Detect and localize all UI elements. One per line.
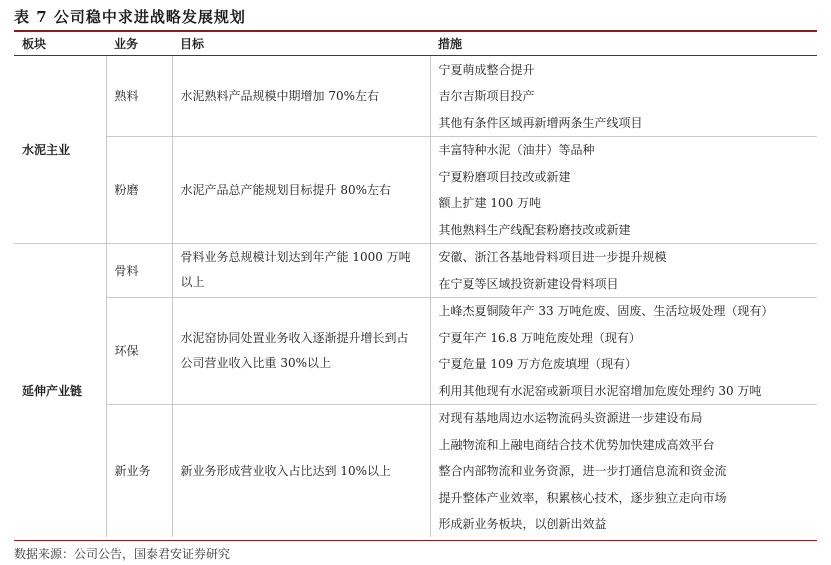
measure-item: 利用其他现有水泥窑或新项目水泥窑增加危废处理约 30 万吨: [430, 377, 817, 404]
header-row: [14, 32, 817, 56]
business-clinker: 熟料: [106, 56, 172, 137]
header-measures: 措施: [430, 32, 817, 56]
business-environmental: 环保: [106, 297, 172, 404]
block-cement: 水泥主业: [22, 142, 71, 157]
measure-item: 形成新业务板块，以创新出效益: [430, 511, 817, 538]
measure-item: 宁夏年产 16.8 万吨危废处理（现有）: [430, 324, 817, 351]
business-grinding: 粉磨: [106, 136, 172, 243]
header-goal: 目标: [172, 32, 430, 56]
strategy-table: [14, 32, 817, 537]
measure-item: 上峰杰夏铜陵年产 33 万吨危废、固废、生活垃圾处理（现有）: [430, 297, 817, 324]
measure-item: 宁夏危量 109 万方危废填埋（现有）: [430, 351, 817, 378]
header-business: 业务: [106, 32, 172, 56]
measure-item: 吉尔吉斯项目投产: [430, 83, 817, 110]
goal-aggregate: 骨料业务总规模计划达到年产能 1000 万吨以上: [172, 243, 430, 297]
table-row: [14, 243, 817, 270]
business-aggregate: 骨料: [106, 243, 172, 297]
bottom-rule: [14, 540, 817, 541]
measure-item: 安徽、浙江各基地骨料项目进一步提升规模: [430, 243, 817, 270]
measure-item: 其他熟料生产线配套粉磨技改或新建: [430, 216, 817, 243]
source-note: 数据来源：公司公告，国泰君安证券研究: [14, 547, 231, 561]
table-title: 表 7 公司稳中求进战略发展规划: [14, 8, 246, 26]
measure-item: 其他有条件区域再新增两条生产线项目: [430, 109, 817, 136]
measure-item: 宁夏萌成整合提升: [430, 56, 817, 83]
measure-item: 整合内部物流和业务资源，进一步打通信息流和资金流: [430, 458, 817, 485]
block-extension: 延伸产业链: [14, 243, 106, 537]
goal-new: 新业务形成营业收入占比达到 10%以上: [172, 404, 430, 537]
table-row: [14, 136, 817, 163]
goal-grinding: 水泥产品总产能规划目标提升 80%左右: [172, 136, 430, 243]
measure-item: 丰富特种水泥（油井）等品种: [430, 136, 817, 163]
measure-item: 额上扩建 100 万吨: [430, 190, 817, 217]
measure-item: 对现有基地周边水运物流码头资源进一步建设布局: [430, 404, 817, 431]
measure-item: 上融物流和上融电商结合技术优势加快建成高效平台: [430, 431, 817, 458]
table-row: [14, 297, 817, 324]
table-row: [14, 404, 817, 431]
measure-item: 提升整体产业效率，积累核心技术，逐步独立走向市场: [430, 484, 817, 511]
goal-clinker: 水泥熟料产品规模中期增加 70%左右: [172, 56, 430, 137]
header-block: 板块: [14, 32, 106, 56]
goal-environmental: 水泥窑协同处置业务收入逐渐提升增长到占公司营业收入比重 30%以上: [172, 297, 430, 404]
measure-item: 宁夏粉磨项目技改或新建: [430, 163, 817, 190]
table-row: [14, 56, 817, 83]
business-new: 新业务: [106, 404, 172, 537]
measure-item: 在宁夏等区域投资新建设骨料项目: [430, 270, 817, 297]
